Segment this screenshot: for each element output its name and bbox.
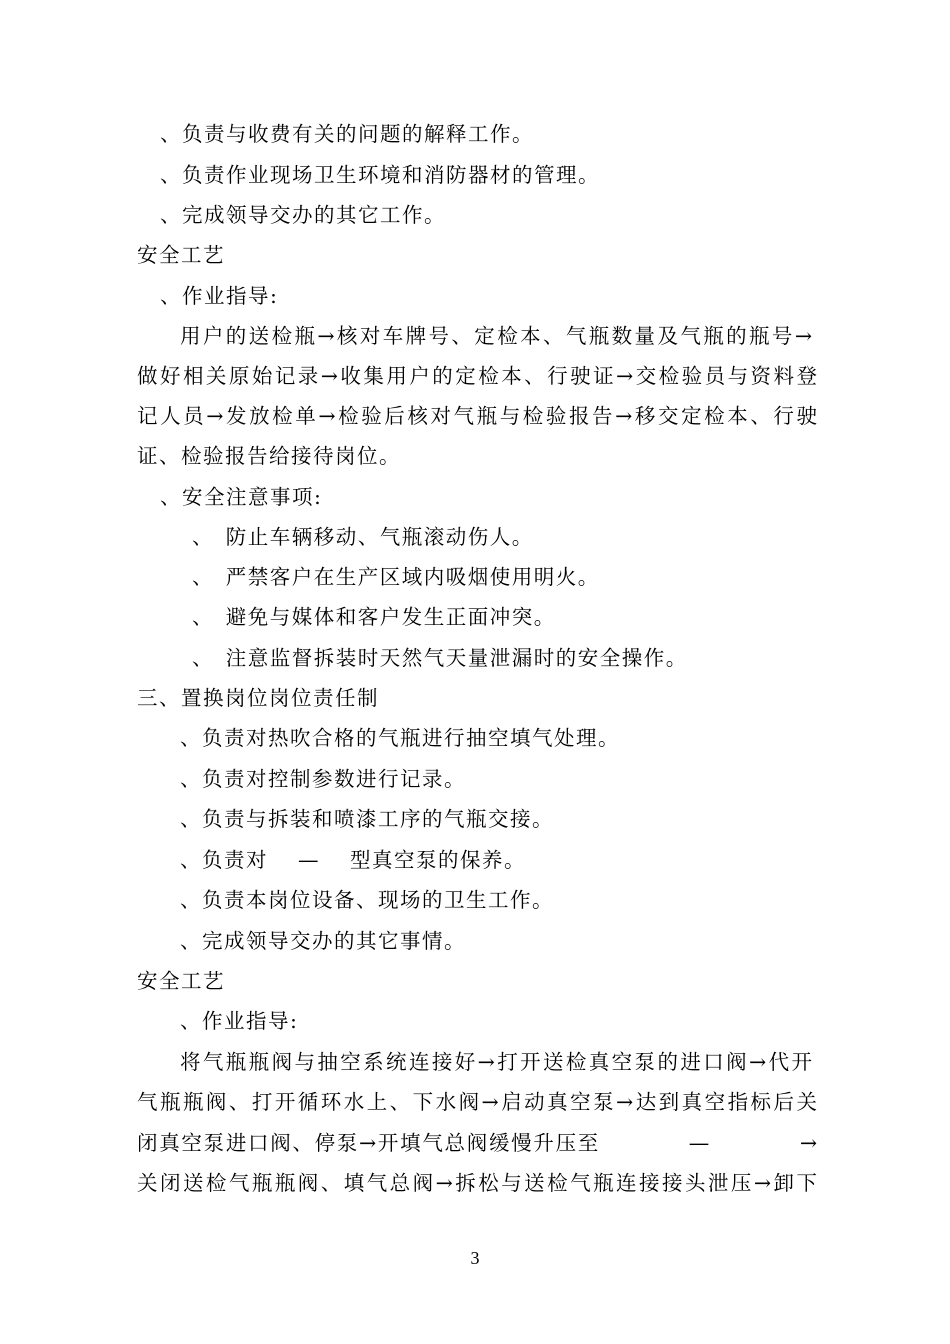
duty-item-hygiene-fire: 、负责作业现场卫生环境和消防器材的管理。: [160, 163, 600, 187]
section-heading-replacement-post: 三、置换岗位岗位责任制: [137, 686, 379, 710]
paragraph-line: 将气瓶瓶阀与抽空系统连接好→打开送检真空泵的进口阀→代开: [180, 1050, 812, 1074]
paragraph-line: 闭真空泵进口阀、停泵→开填气总阀缓慢升压至 — →: [137, 1131, 817, 1155]
duty-item: 、负责与拆装和喷漆工序的气瓶交接。: [180, 807, 554, 831]
section-heading-safety-process: 安全工艺: [137, 969, 225, 993]
paragraph-line: 证、检验报告给接待岗位。: [137, 444, 401, 468]
safety-note-item: 、 严禁客户在生产区域内吸烟使用明火。: [192, 565, 600, 589]
page-number: 3: [470, 1248, 480, 1268]
paragraph-line: 关闭送检气瓶瓶阀、填气总阀→拆松与送检气瓶连接接头泄压→卸下: [137, 1171, 817, 1195]
paragraph-line: 用户的送检瓶→核对车牌号、定检本、气瓶数量及气瓶的瓶号→: [180, 324, 812, 348]
safety-note-item: 、 避免与媒体和客户发生正面冲突。: [192, 605, 556, 629]
section-heading-safety-process: 安全工艺: [137, 243, 225, 267]
subheading-work-guidance: 、作业指导:: [160, 284, 279, 308]
duty-item: 、完成领导交办的其它事情。: [180, 929, 466, 953]
safety-note-item: 、 防止车辆移动、气瓶滚动伤人。: [192, 525, 534, 549]
paragraph-line: 气瓶瓶阀、打开循环水上、下水阀→启动真空泵→达到真空指标后关: [137, 1090, 817, 1114]
duty-item: 、负责对 — 型真空泵的保养。: [180, 848, 527, 872]
subheading-work-guidance: 、作业指导:: [180, 1009, 299, 1033]
duty-item-other-tasks: 、完成领导交办的其它工作。: [160, 203, 446, 227]
duty-item: 、负责对热吹合格的气瓶进行抽空填气处理。: [180, 726, 620, 750]
subheading-safety-notes: 、安全注意事项:: [160, 485, 323, 509]
duty-item: 、负责对控制参数进行记录。: [180, 767, 466, 791]
duty-item-fee-explanation: 、负责与收费有关的问题的解释工作。: [160, 122, 534, 146]
paragraph-line: 做好相关原始记录→收集用户的定检本、行驶证→交检验员与资料登: [137, 364, 817, 388]
safety-note-item: 、 注意监督拆装时天然气天量泄漏时的安全操作。: [192, 646, 688, 670]
paragraph-line: 记人员→发放检单→检验后核对气瓶与检验报告→移交定检本、行驶: [137, 404, 817, 428]
duty-item: 、负责本岗位设备、现场的卫生工作。: [180, 888, 554, 912]
